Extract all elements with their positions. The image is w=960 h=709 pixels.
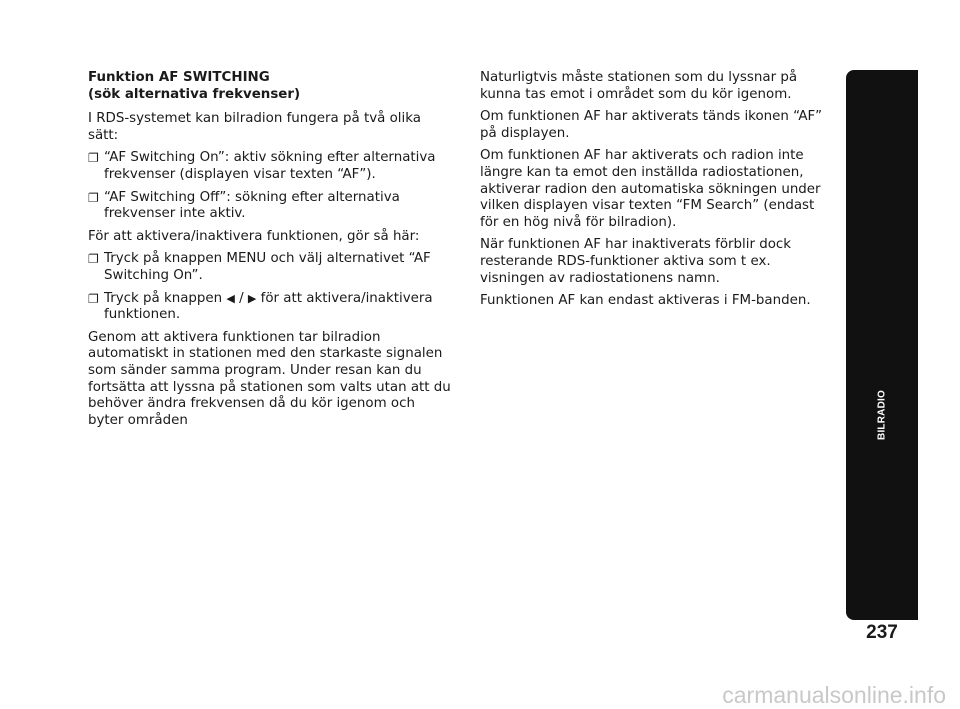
checkbox-bullet-icon: ❐ <box>88 252 99 267</box>
bullet-text-pre: Tryck på knappen <box>104 290 227 306</box>
intro-paragraph: I RDS-systemet kan bilradion fungera på två olika sätt: <box>88 111 421 143</box>
instruction-paragraph: För att aktivera/inaktivera funktionen, gör så här: <box>88 228 420 244</box>
heading-line-2: (sök alternativa frekvenser) <box>88 86 301 102</box>
right-column <box>480 70 835 316</box>
chapter-tab-label: BILRADIO <box>876 390 888 440</box>
right-paragraph-4: När funktionen AF har inaktiverats förblir dock resterande RDS-funktioner aktiva som t ex. visningen av radiostationens namn. <box>480 237 792 286</box>
bullet-item-arrows <box>88 291 453 324</box>
right-paragraph-2: Om funktionen AF har aktiverats tänds ikonen “AF” på displayen. <box>480 109 823 141</box>
bullet-item-menu <box>88 251 453 284</box>
bullet-text: “AF Switching Off”: sökning efter alternativa frekvenser inte aktiv. <box>104 189 400 222</box>
left-column <box>88 70 453 435</box>
slash-separator: / <box>234 290 248 306</box>
bullet-item-af-off <box>88 190 453 223</box>
bullet-text-post: för att aktivera/inaktivera funktionen. <box>104 290 433 323</box>
checkbox-bullet-icon: ❐ <box>88 190 99 205</box>
bullet-text: Tryck på knappen MENU och välj alternativet “AF Switching On”. <box>104 251 431 283</box>
section-heading <box>88 70 453 103</box>
arrow-left-icon: ◀ <box>226 291 235 305</box>
checkbox-bullet-icon: ❐ <box>88 151 99 166</box>
explanation-paragraph: Genom att aktivera funktionen tar bilradion automatiskt in stationen med den starkaste signalen som sänder samma program. Under resan kan du fortsätta att lyssna på stationen som valts utan att du behöver ändra frekvensen då du kör igenom och byter områden <box>88 329 451 428</box>
arrow-right-icon: ▶ <box>247 291 257 305</box>
chapter-tab <box>846 70 918 620</box>
checkbox-bullet-icon: ❐ <box>88 291 99 306</box>
watermark: carmanualsonline.info <box>722 682 946 708</box>
right-paragraph-1: Naturligtvis måste stationen som du lyssnar på kunna tas emot i området som du kör igenom. <box>480 70 798 102</box>
bullet-text: “AF Switching On”: aktiv sökning efter alternativa frekvenser (displayen visar texten “AF”). <box>104 150 436 182</box>
bullet-item-af-on <box>88 150 453 183</box>
page-number: 237 <box>866 622 898 643</box>
right-paragraph-5: Funktionen AF kan endast aktiveras i FM-banden. <box>480 293 811 309</box>
heading-line-1: Funktion AF SWITCHING <box>88 70 270 85</box>
right-paragraph-3: Om funktionen AF har aktiverats och radion inte längre kan ta emot den inställda radiostationen, aktiverar radion den automatiska sökningen under vilken displayen visar texten “FM Search” (endast för en hög nivå för bilradion). <box>480 148 821 230</box>
